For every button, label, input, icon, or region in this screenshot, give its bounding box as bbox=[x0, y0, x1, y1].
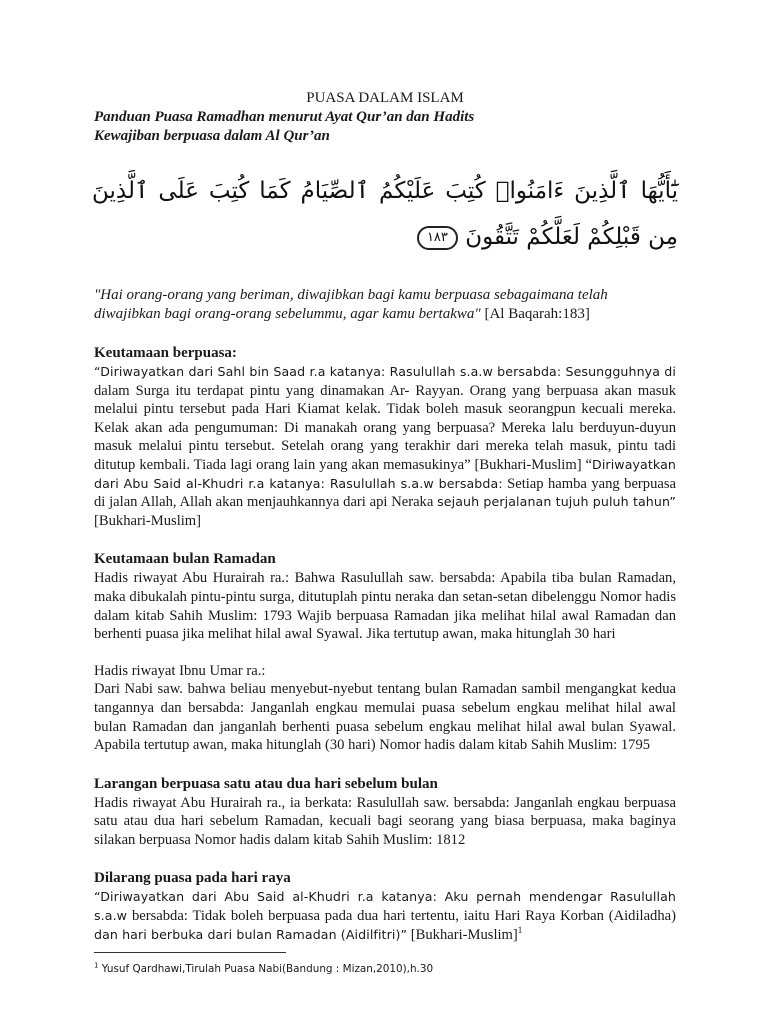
arabic-verse bbox=[92, 168, 678, 260]
hadith-text: bersabda: Tidak boleh berpuasa pada dua hari tertentu, iaitu Hari Raya Korban (Aidiladha) bbox=[127, 908, 676, 925]
hadith-text: Setiap hamba yang berpuasa di jalan Allah, Allah akan menjauhkannya dari api Neraka bbox=[94, 475, 677, 511]
section-body: Hadis riwayat Abu Hurairah ra.: Bahwa Rasulullah saw. bersabda: Apabila tiba bulan Ramadan, maka dibukalah pintu-pintu surga, ditutuplah pintu neraka dan setan-setan dibelenggu Nomor hadis dalam kitab Sahih Muslim: 1793 Wajib berpuasa Ramadan jika melihat hilal awal Ramadan dan berhenti puasa jika melihat hilal awal Syawal. Jika tertutup awan, maka hitunglah 30 hari bbox=[94, 570, 676, 643]
hadith-reference: [Bukhari-Muslim] bbox=[407, 926, 518, 943]
section-keutamaan-berpuasa bbox=[94, 344, 676, 530]
ayah-number-badge: ١٨٣ bbox=[417, 226, 458, 250]
translation-text: "Hai orang-orang yang beriman, diwajibkan bagi kamu berpuasa sebagaimana telah diwajibkan bagi orang-orang sebelummu, agar kamu bertakwa" bbox=[94, 287, 608, 322]
section-body bbox=[94, 888, 676, 944]
section-body: Hadis riwayat Abu Hurairah ra., ia berkata: Rasulullah saw. bersabda: Janganlah engkau berpuasa satu atau dua hari sebelum Ramadan, kecuali bagi seorang yang biasa berpuasa, maka baginya silakan berpuasa Nomor hadis dalam kitab Sahih Muslim: 1812 bbox=[94, 794, 676, 848]
hadith-sans-text: sejauh perjalanan tujuh puluh tahun” bbox=[437, 494, 676, 510]
section-heading: Larangan berpuasa satu atau dua hari sebelum bulan bbox=[94, 775, 438, 792]
footnote bbox=[94, 962, 433, 976]
document-title: PUASA DALAM ISLAM bbox=[306, 90, 464, 106]
section-heading: Keutamaan berpuasa: bbox=[94, 345, 237, 361]
section-heading: Dilarang puasa pada hari raya bbox=[94, 870, 291, 887]
section-heading: Keutamaan bulan Ramadan bbox=[94, 551, 276, 568]
hadith-sans-text: dan hari berbuka dari bulan Ramadan (Aidilfitri)” bbox=[94, 926, 408, 942]
footnote-reference: 1 bbox=[517, 924, 523, 935]
subtitle-guide: Panduan Puasa Ramadhan menurut Ayat Qur’an dan Hadits bbox=[94, 109, 475, 125]
section-dilarang-hari-raya bbox=[94, 869, 676, 944]
section-body-heading: Hadis riwayat Ibnu Umar ra.: bbox=[94, 662, 266, 679]
verse-translation bbox=[94, 286, 676, 324]
footnote-divider bbox=[94, 952, 286, 953]
hadith-text: dalam Surga itu terdapat pintu yang dinamakan Ar- Rayyan. Orang yang berpuasa akan masuk melalui pintu tersebut pada Hari Kiamat kelak. Tidak boleh masuk seorangpun kecuali mereka. Kelak akan ada pengumuman: Di manakah orang yang berpuasa? Mereka lalu berduyun-duyun masuk melalui pintu tersebut. Setelah orang yang terakhir dari mereka telah masuk, pintu tadi ditutup kembali. Tiada lagi orang lain yang akan memasukinya” [Bukhari-Muslim] “ bbox=[94, 382, 676, 473]
hadith-sans-text: “Diriwayatkan dari Sahl bin Saad r.a katanya: Rasulullah s.a.w bersabda: Sesungguhnya di bbox=[94, 364, 676, 379]
hadith-reference: [Bukhari-Muslim] bbox=[94, 512, 202, 529]
translation-reference: [Al Baqarah:183] bbox=[480, 306, 590, 322]
section-larangan bbox=[94, 775, 676, 850]
footnote-text: Yusuf Qardhawi,Tirulah Puasa Nabi(Bandung : Mizan,2010),h.30 bbox=[98, 963, 434, 975]
document-page bbox=[94, 88, 676, 944]
hadith-sans-text: “Diriwayatkan dari Abu Said al-Khudri r.a katanya: Aku pernah mendengar Rasulullah s.a.w bbox=[94, 889, 676, 924]
subtitle-obligation: Kewajiban berpuasa dalam Al Qur’an bbox=[94, 128, 330, 144]
hadith-sans-text: Diriwayatkan dari Abu Said al-Khudri r.a katanya: Rasulullah s.a.w bersabda: bbox=[94, 456, 676, 491]
section-body: Dari Nabi saw. bahwa beliau menyebut-nyebut tentang bulan Ramadan sambil mengangkat kedua tangannya dan bersabda: Janganlah engkau memulai puasa sebelum engkau melihat hilal awal bulan Ramadan dan janganlah berhenti puasa sebelum engkau melihat hilal awal bulan Syawal. Apabila tertutup awan, maka hitunglah (30 hari) Nomor hadis dalam kitab Sahih Muslim: 1795 bbox=[94, 681, 676, 754]
footnote-number: 1 bbox=[94, 961, 99, 970]
section-keutamaan-ramadan bbox=[94, 550, 676, 754]
section-body bbox=[94, 363, 676, 530]
arabic-verse-text: يَٰٓأَيُّهَا ٱلَّذِينَ ءَامَنُوا۟ كُتِبَ عَلَيْكُمُ ٱلصِّيَامُ كَمَا كُتِبَ عَلَى ٱلَّذِينَ مِن قَبْلِكُمْ لَعَلَّكُمْ تَتَّقُونَ bbox=[92, 178, 678, 250]
